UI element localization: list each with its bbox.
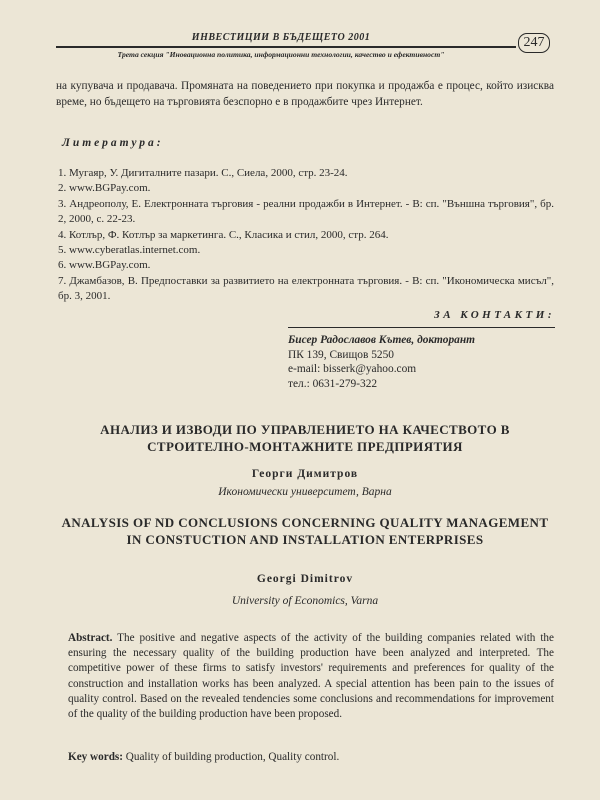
author-en: Georgi Dimitrov xyxy=(256,573,354,585)
reference-item: 3. Андреополу, Е. Електронната търговия - реални продажби в Интернет. - В: сп. "Външна търговия", бр. 2, 2000, с. 22-23. xyxy=(58,197,554,226)
keywords-text: Quality of building production, Quality control. xyxy=(125,751,340,763)
contact-phone: тел.: 0631-279-322 xyxy=(288,377,378,390)
header-rule xyxy=(56,46,516,48)
reference-item: 5. www.cyberatlas.internet.com. xyxy=(58,244,201,257)
article-title-en: ANALYSIS OF ND CONCLUSIONS CONCERNING QUALITY MANAGEMENT IN CONSTUCTION AND INSTALLATION ENTERPRISES xyxy=(61,515,549,547)
affiliation-en: University of Economics, Varna xyxy=(231,595,379,607)
reference-item: 7. Джамбазов, В. Предпоставки за развитието на електронната търговия. - В: сп. "Икономическа мисъл", бр. 3, 2001. xyxy=(58,274,554,303)
contact-name: Бисер Радославов Кътев, докторант xyxy=(288,334,476,346)
reference-list xyxy=(58,166,554,305)
affiliation-bg: Икономически университет, Варна xyxy=(218,486,392,498)
contacts-heading: ЗА КОНТАКТИ: xyxy=(434,309,555,321)
reference-item: 6. www.BGPay.com. xyxy=(58,259,151,272)
running-header xyxy=(56,30,548,64)
contact-email: e-mail: bisserk@yahoo.com xyxy=(288,363,417,376)
keywords xyxy=(68,750,554,765)
intro-paragraph: на купувача и продавача. Промяната на поведението при покупка и продажба е процес, който изисква време, но бъдещето на търговията безспорно е в продажбите чрез Интернет. xyxy=(56,80,554,108)
contact-block xyxy=(288,333,568,391)
abstract-text: The positive and negative aspects of the activity of the building companies related with the ensuring the necessary quality of the building production have been analyzed and interpreted. The competitive power of these firms to satisfy investors' requirements and preferences for quality of the construction and installation works has been analyzed. A special attention has been pain to the issues of quality control. Based on the revealed tendencies some conclusions and recommendations for improvement of the quality of the building production have been proposed. xyxy=(68,632,554,721)
reference-item: 4. Котлър, Ф. Котлър за маркетинга. С., Класика и стил, 2000, стр. 264. xyxy=(58,228,389,241)
page-number: 247 xyxy=(518,33,550,53)
keywords-label: Key words: xyxy=(68,751,123,763)
reference-item: 1. Мугаяр, У. Дигиталните пазари. С., Сиела, 2000, стр. 23-24. xyxy=(58,167,348,179)
header-subtitle: Трета секция "Иновационна политика, информационни технологии, качество и ефективност" xyxy=(117,50,445,59)
contact-address: ПК 139, Свищов 5250 xyxy=(288,348,394,361)
author-bg: Георги Димитров xyxy=(251,468,359,480)
reference-item: 2. www.BGPay.com. xyxy=(58,182,151,195)
article-title-bg: АНАЛИЗ И ИЗВОДИ ПО УПРАВЛЕНИЕТО НА КАЧЕСТВОТО В СТРОИТЕЛНО-МОНТАЖНИТЕ ПРЕДПРИЯТИЯ xyxy=(100,422,510,454)
header-title: ИНВЕСТИЦИИ В БЪДЕЩЕТО 2001 xyxy=(191,32,371,43)
literature-heading: Литература: xyxy=(62,137,164,149)
contacts-rule xyxy=(288,327,555,328)
abstract-label: Abstract. xyxy=(68,632,113,644)
abstract xyxy=(68,631,554,722)
